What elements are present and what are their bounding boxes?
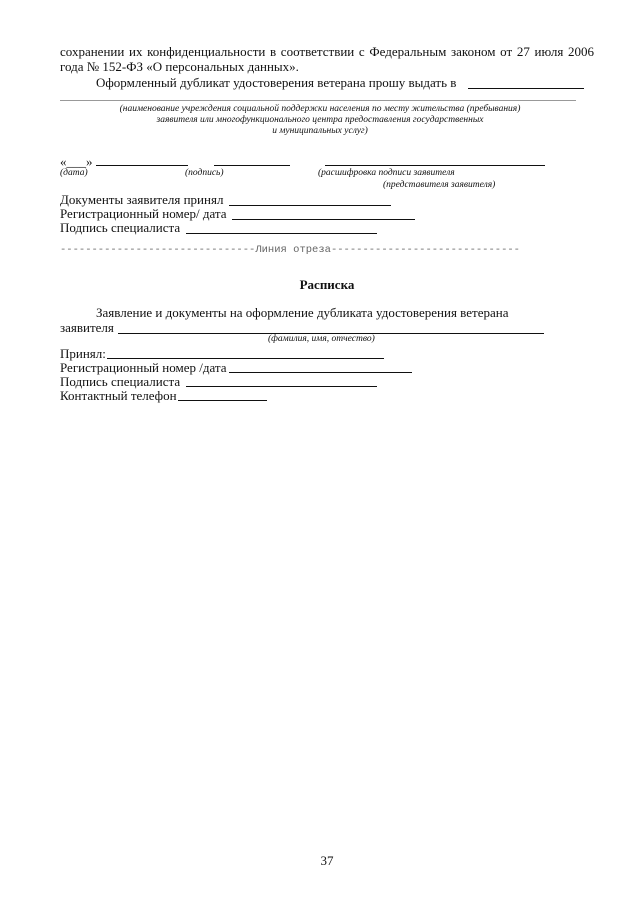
receipt-specialist-signature-line	[186, 386, 377, 387]
issue-place-line	[468, 88, 584, 89]
receipt-applicant-label: заявителя	[60, 320, 114, 335]
receipt-specialist-signature-label: Подпись специалиста	[60, 374, 181, 389]
receipt-accepted-line	[107, 358, 384, 359]
reg-number-line	[232, 219, 415, 220]
receipt-reg-number-label: Регистрационный номер /дата	[60, 360, 227, 375]
date-label: (дата)	[60, 168, 88, 178]
accepted-line	[229, 205, 391, 206]
consent-line-2: года № 152-ФЗ «О персональных данных».	[60, 59, 299, 74]
date-line	[96, 165, 188, 166]
institution-line	[60, 100, 576, 101]
signature-line	[214, 165, 290, 166]
receipt-intro: Заявление и документы на оформление дубликата удостоверения ветерана	[96, 305, 509, 320]
fio-hint: (фамилия, имя, отчество)	[268, 334, 375, 344]
specialist-signature-label: Подпись специалиста	[60, 220, 181, 235]
representative-label: (представителя заявителя)	[383, 180, 496, 190]
signature-label: (подпись)	[185, 168, 224, 178]
receipt-contact-phone-label: Контактный телефон	[60, 388, 177, 403]
receipt-contact-phone-line	[178, 400, 267, 401]
reg-number-label: Регистрационный номер/ дата	[60, 206, 227, 221]
cut-line: -------------------------------Линия отреза------------------------------	[60, 244, 520, 256]
receipt-accepted-label: Принял:	[60, 346, 106, 361]
issue-request-text: Оформленный дубликат удостоверения ветерана прошу выдать в	[96, 75, 457, 90]
accepted-label: Документы заявителя принял	[60, 192, 224, 207]
specialist-signature-line	[186, 233, 377, 234]
transcript-line	[325, 165, 545, 166]
institution-hint-3: и муниципальных услуг)	[272, 126, 368, 136]
transcript-label: (расшифровка подписи заявителя	[318, 168, 455, 178]
date-quote: «___»	[60, 154, 93, 169]
consent-line-1: сохранении их конфиденциальности в соответствии с Федеральным законом от 27 июля 2006	[60, 44, 594, 59]
receipt-title: Расписка	[299, 277, 355, 292]
receipt-reg-number-line	[229, 372, 412, 373]
page-number: 37	[320, 853, 334, 868]
institution-hint-1: (наименование учреждения социальной поддержки населения по месту жительства (пребывания)	[119, 104, 521, 114]
institution-hint-2: заявителя или многофункционального центра предоставления государственных	[156, 115, 484, 125]
